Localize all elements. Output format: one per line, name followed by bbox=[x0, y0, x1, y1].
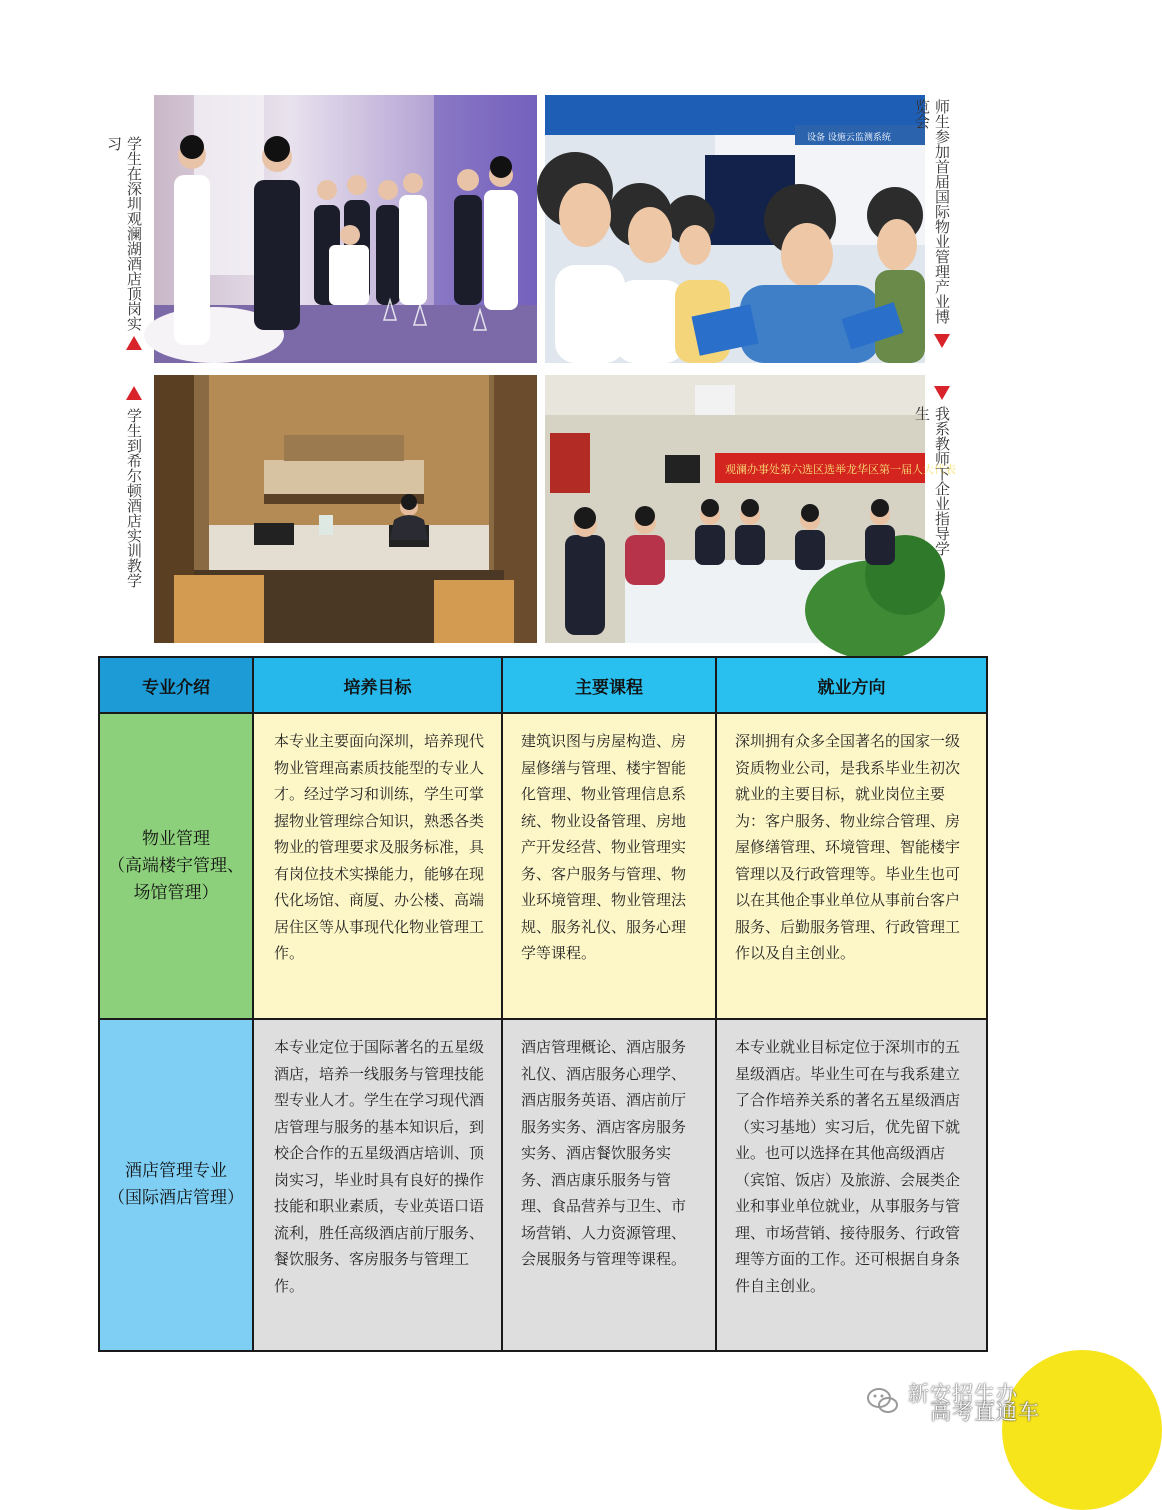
major-name-line: 酒店管理专业 bbox=[125, 1161, 227, 1181]
main-courses-cell bbox=[502, 1019, 716, 1351]
training-goal-text: 本专业定位于国际著名的五星级酒店，培养一线服务与管理技能型专业人才。学生在学习现代酒店管理与服务的基本知识后，到校企合作的五星级酒店培训、顶岗实习，毕业时具有良好的操作技能和职业素质，专业英语口语流利，胜任高级酒店前厅服务、餐饮服务、客房服务与管理工作。 bbox=[274, 1038, 485, 1295]
caption-marker-4 bbox=[934, 386, 950, 400]
header-main-courses: 主要课程 bbox=[502, 657, 716, 713]
main-courses-text: 酒店管理概论、酒店服务礼仪、酒店服务心理学、酒店服务英语、酒店前厅服务实务、酒店客房服务实务、酒店餐饮服务实务、酒店康乐服务与管理、食品营养与卫生、市场营销、人力资源管理、会展服务与管理等课程。 bbox=[521, 1038, 687, 1268]
main-courses-text: 建筑识图与房屋构造、房屋修缮与管理、楼宇智能化管理、物业管理信息系统、物业设备管理、房地产开发经营、物业管理实务、客户服务与管理、物业环境管理、物业管理法规、服务礼仪、服务心理学等课程。 bbox=[521, 732, 687, 962]
header-career-direction: 就业方向 bbox=[716, 657, 987, 713]
main-courses-cell bbox=[502, 713, 716, 1019]
training-goal-cell bbox=[253, 1019, 502, 1351]
caption-marker-3 bbox=[126, 386, 142, 400]
career-direction-text: 本专业就业目标定位于深圳市的五星级酒店。毕业生可在与我系建立了合作培养关系的著名五星级酒店（实习基地）实习后，优先留下就业。也可以选择在其他高级酒店（宾馆、饭店）及旅游、会展类企业和事业单位就业，从事服务与管理、市场营销、接待服务、行政管理等方面的工作。还可根据自身条件自主创业。 bbox=[735, 1038, 961, 1295]
watermark-line2: 高考直通车 bbox=[930, 1400, 1040, 1424]
majors-table bbox=[98, 656, 988, 1352]
career-direction-text: 深圳拥有众多全国著名的国家一级资质物业公司，是我系毕业生初次就业的主要目标，就业岗位主要为：客户服务、物业综合管理、房屋修缮管理、环境管理、智能楼宇管理以及行政管理等。毕业生也可以在其他企事业单位从事前台客户服务、后勤服务管理、行政管理工作以及自主创业。 bbox=[735, 732, 961, 962]
career-direction-cell bbox=[716, 1019, 987, 1351]
photo-banner-text: 观澜办事处第六选区选举龙华区第一届人大代表 bbox=[725, 463, 956, 476]
career-direction-cell bbox=[716, 713, 987, 1019]
training-goal-text: 本专业主要面向深圳，培养现代物业管理高素质技能型的专业人才。经过学习和训练，学生可掌握物业管理综合知识，熟悉各类物业的管理要求及服务标准，具有岗位技术实操能力，能够在现代化场馆、商厦、办公楼、高端居住区等从事现代化物业管理工作。 bbox=[274, 732, 485, 962]
table-row bbox=[99, 713, 987, 1019]
photo-hilton-training bbox=[154, 375, 537, 643]
major-name-property bbox=[99, 713, 253, 1019]
caption-photo3: 学生到希尔顿酒店实训教学 bbox=[125, 408, 143, 588]
major-name-line: 物业管理 bbox=[142, 828, 210, 849]
caption-marker-2 bbox=[934, 334, 950, 348]
major-name-line: 场馆管理） bbox=[133, 882, 219, 903]
wechat-icon bbox=[866, 1384, 900, 1418]
major-name-hotel bbox=[99, 1019, 253, 1351]
table-row bbox=[99, 1019, 987, 1351]
training-goal-cell bbox=[253, 713, 502, 1019]
caption-photo2: 师生参加首届国际物业管理产业博览会 bbox=[913, 99, 951, 324]
corner-accent bbox=[1002, 1350, 1162, 1510]
photo-board-text: 设备 设施云监测系统 bbox=[807, 133, 891, 143]
photo-property-expo bbox=[545, 95, 925, 363]
header-training-goal: 培养目标 bbox=[253, 657, 502, 713]
photo-hotel-internship bbox=[154, 95, 537, 363]
major-name-line: （高端楼宇管理、 bbox=[108, 855, 244, 876]
table-header-row bbox=[99, 657, 987, 713]
major-name-line: （国际酒店管理） bbox=[108, 1188, 244, 1208]
caption-marker-1 bbox=[126, 336, 142, 350]
watermark-line1: 新安招生办 bbox=[908, 1382, 1018, 1406]
header-major-intro: 专业介绍 bbox=[99, 657, 253, 713]
caption-photo4: 我系教师下企业指导学生 bbox=[913, 406, 951, 556]
caption-photo1: 学生在深圳观澜湖酒店顶岗实习 bbox=[105, 136, 143, 331]
